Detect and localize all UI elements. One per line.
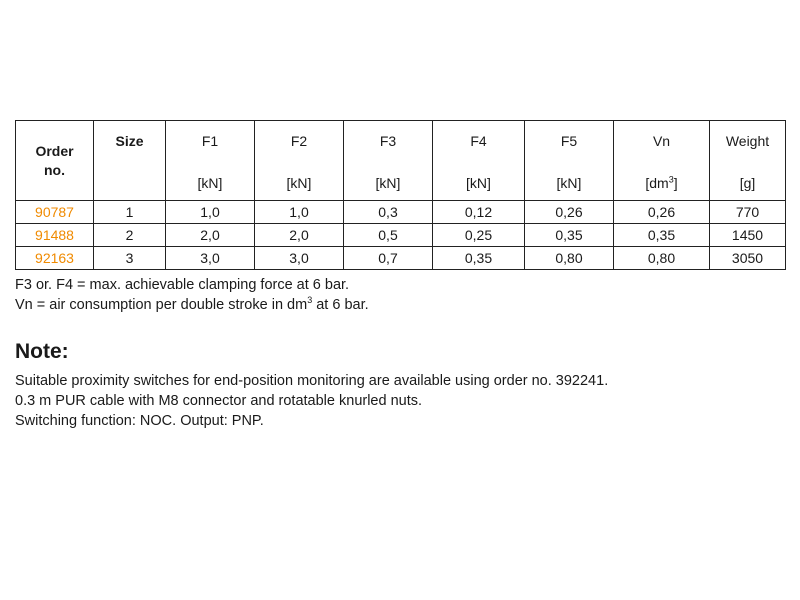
f4-cell: 0,25 [433,224,525,247]
header-order-no: Order no. [16,121,94,201]
f4-cell: 0,12 [433,201,525,224]
footnote-air-consumption: Vn = air consumption per double stroke in $dm^3$ at 6 bar. [15,295,369,313]
header-f3: F3 [kN] [344,121,433,201]
footnotes [15,275,369,315]
header-f4: F4 [kN] [433,121,525,201]
header-weight: Weight [g] [710,121,786,201]
header-f1: F1 [kN] [166,121,255,201]
weight-cell: 3050 [710,247,786,270]
header-row [16,121,786,201]
size-cell: 2 [94,224,166,247]
note-heading: Note: [15,340,69,363]
vn-cell: 0,35 [614,224,710,247]
table-row [16,201,786,224]
header-vn: Vn $[dm^3]$ [614,121,710,201]
weight-cell: 770 [710,201,786,224]
note-line: 0.3 m PUR cable with M8 connector and rotatable knurled nuts. [15,393,423,409]
header-size: Size [94,121,166,201]
f4-cell: 0,35 [433,247,525,270]
header-f2: F2 [kN] [255,121,344,201]
note-body [15,371,608,431]
f5-cell: 0,26 [525,201,614,224]
f3-cell: 0,3 [344,201,433,224]
f2-cell: 2,0 [255,224,344,247]
f2-cell: 1,0 [255,201,344,224]
f5-cell: 0,80 [525,247,614,270]
note-line: Switching function: NOC. Output: PNP. [15,413,264,429]
f3-cell: 0,7 [344,247,433,270]
weight-cell: 1450 [710,224,786,247]
spec-table [15,120,786,270]
order-number-link[interactable]: 92163 [16,247,94,270]
f2-cell: 3,0 [255,247,344,270]
header-f5: F5 [kN] [525,121,614,201]
footnote-clamping-force: F3 or. F4 = max. achievable clamping force at 6 bar. [15,277,350,293]
f1-cell: 2,0 [166,224,255,247]
table-row [16,224,786,247]
f5-cell: 0,35 [525,224,614,247]
vn-cell: 0,80 [614,247,710,270]
f1-cell: 3,0 [166,247,255,270]
spec-table-container [15,120,785,270]
order-number-link[interactable]: 91488 [16,224,94,247]
note-line: Suitable proximity switches for end-position monitoring are available using order no. 392241. [15,373,609,389]
vn-cell: 0,26 [614,201,710,224]
size-cell: 3 [94,247,166,270]
size-cell: 1 [94,201,166,224]
f3-cell: 0,5 [344,224,433,247]
order-number-link[interactable]: 90787 [16,201,94,224]
f1-cell: 1,0 [166,201,255,224]
table-row [16,247,786,270]
